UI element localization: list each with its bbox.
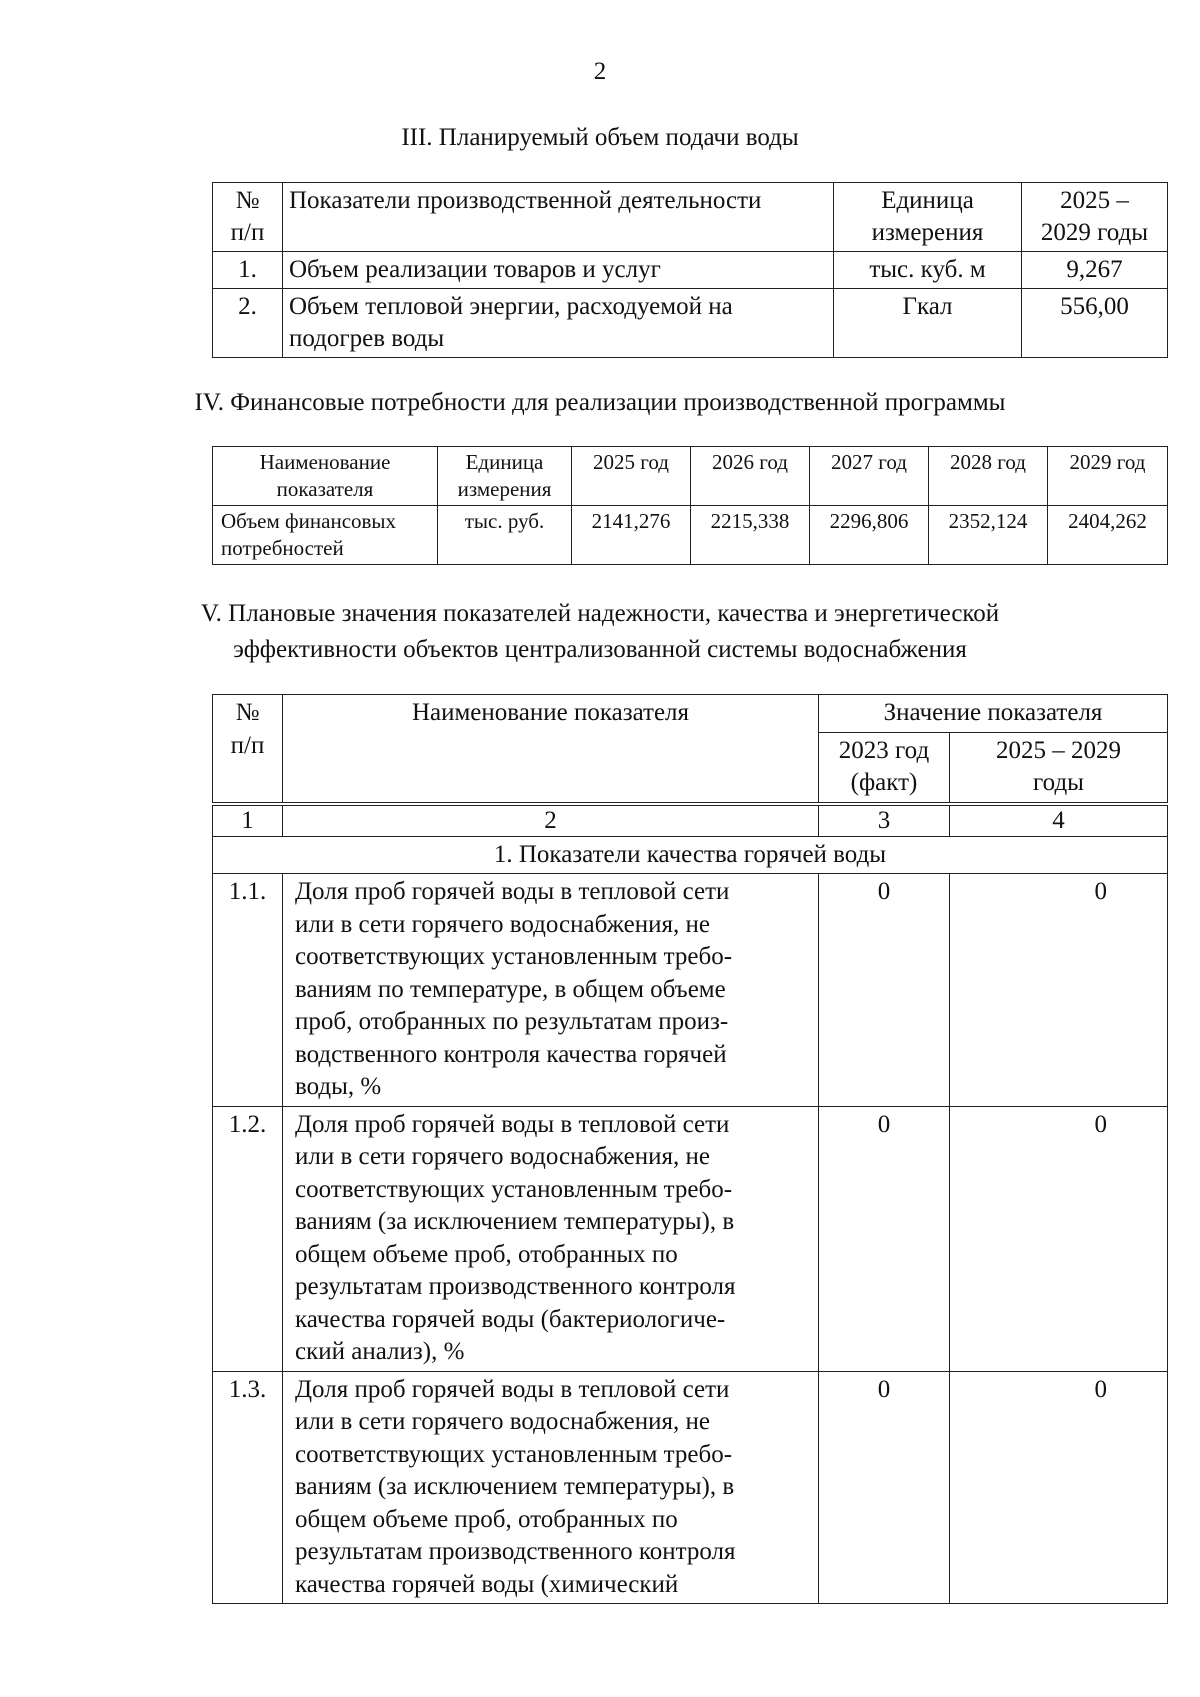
- row-unit: Гкал: [834, 289, 1022, 358]
- row-number: 2.: [213, 289, 283, 358]
- table-header-row: [213, 447, 1168, 506]
- table-row: [213, 252, 1168, 289]
- value-group-header: Значение показателя: [819, 695, 1168, 733]
- row-name: Объем тепловой энергии, расходуемой на подогрев воды: [283, 289, 834, 358]
- row-unit: тыс. руб.: [438, 506, 572, 565]
- row-number: 1.1.: [213, 874, 283, 1107]
- table-row: [213, 1371, 1168, 1604]
- row-name: Объем финансовых потребностей: [213, 506, 438, 565]
- name-header: Наименование показателя: [213, 447, 438, 506]
- financial-needs-table: [212, 446, 1168, 565]
- row-number: 1.2.: [213, 1106, 283, 1371]
- plan-value: 0: [950, 1371, 1168, 1604]
- table-header-row: [213, 695, 1168, 733]
- table-row: [213, 506, 1168, 565]
- plan-value: 0: [950, 874, 1168, 1107]
- page-number: 2: [593, 58, 607, 85]
- fact-value: 0: [819, 1371, 950, 1604]
- table-row: [213, 289, 1168, 358]
- section3-title: III. Планируемый объем подачи воды: [401, 124, 799, 151]
- period-header: 2025 – 2029 годы: [1022, 183, 1168, 252]
- indicator-header: Показатели производственной деятельности: [283, 183, 834, 252]
- row-description: Доля проб горячей воды в тепловой сети или в сети горячего водоснабжения, не соответствующих установленным требо- ваниям (за исключением температуры), в общем объеме проб, отобранных по результатам производственного контроля качества горячей воды (бактериологиче- ский анализ), %: [283, 1106, 819, 1371]
- column-number: 4: [950, 804, 1168, 837]
- row-value: 2215,338: [691, 506, 810, 565]
- year-header: 2026 год: [691, 447, 810, 506]
- section5-title: V. Плановые значения показателей надежности, качества и энергетической эффективности объектов централизованной системы водоснабжения: [200, 600, 1000, 663]
- plan-period-header: 2025 – 2029 годы: [950, 732, 1168, 804]
- table-header-row: [213, 183, 1168, 252]
- water-supply-table: [212, 182, 1168, 358]
- year-header: 2027 год: [810, 447, 929, 506]
- column-number-row: [213, 804, 1168, 837]
- num-header: № п/п: [213, 183, 283, 252]
- row-name: Объем реализации товаров и услуг: [283, 252, 834, 289]
- column-number: 1: [213, 804, 283, 837]
- row-description: Доля проб горячей воды в тепловой сети или в сети горячего водоснабжения, не соответствующих установленным требо- ваниям по температуре, в общем объеме проб, отобранных по результатам произ- водственного контроля качества горячей воды, %: [283, 874, 819, 1107]
- plan-value: 0: [950, 1106, 1168, 1371]
- row-value: 2141,276: [572, 506, 691, 565]
- reliability-indicators-table: [212, 694, 1168, 1604]
- row-number: 1.: [213, 252, 283, 289]
- table-row: [213, 874, 1168, 1107]
- row-unit: тыс. куб. м: [834, 252, 1022, 289]
- year-header: 2029 год: [1048, 447, 1168, 506]
- row-value: 2352,124: [929, 506, 1048, 565]
- group-title: 1. Показатели качества горячей воды: [213, 836, 1168, 874]
- year-header: 2028 год: [929, 447, 1048, 506]
- num-header: № п/п: [213, 695, 283, 804]
- column-number: 2: [283, 804, 819, 837]
- row-value: 556,00: [1022, 289, 1168, 358]
- name-header: Наименование показателя: [283, 695, 819, 804]
- row-value: 9,267: [1022, 252, 1168, 289]
- row-value: 2404,262: [1048, 506, 1168, 565]
- row-number: 1.3.: [213, 1371, 283, 1604]
- unit-header: Единица измерения: [438, 447, 572, 506]
- row-value: 2296,806: [810, 506, 929, 565]
- year-header: 2025 год: [572, 447, 691, 506]
- table-row: [213, 1106, 1168, 1371]
- group-row: [213, 836, 1168, 874]
- column-number: 3: [819, 804, 950, 837]
- fact-year-header: 2023 год (факт): [819, 732, 950, 804]
- section4-title: IV. Финансовые потребности для реализации производственной программы: [194, 389, 1006, 416]
- fact-value: 0: [819, 874, 950, 1107]
- fact-value: 0: [819, 1106, 950, 1371]
- row-description: Доля проб горячей воды в тепловой сети или в сети горячего водоснабжения, не соответствующих установленным требо- ваниям (за исключением температуры), в общем объеме проб, отобранных по результатам производственного контроля качества горячей воды (химический: [283, 1371, 819, 1604]
- unit-header: Единица измерения: [834, 183, 1022, 252]
